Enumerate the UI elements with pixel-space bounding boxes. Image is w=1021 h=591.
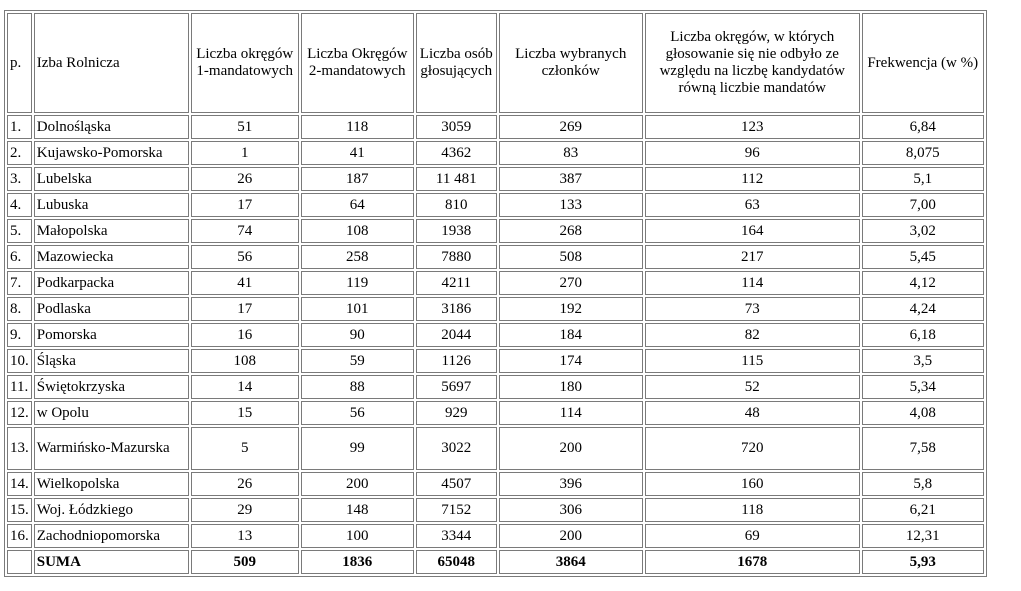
cell-frekwencja: 12,31	[862, 524, 984, 548]
cell-czlonkowie: 180	[499, 375, 643, 399]
cell-okregi-1: 26	[191, 167, 299, 191]
cell-okregi-2: 119	[301, 271, 414, 295]
table-row	[7, 167, 984, 191]
cell-nieodbyte: 720	[645, 427, 860, 470]
cell-okregi-1: 51	[191, 115, 299, 139]
cell-nieodbyte: 160	[645, 472, 860, 496]
cell-frekwencja: 6,18	[862, 323, 984, 347]
cell-frekwencja: 5,1	[862, 167, 984, 191]
header-okregi-1: Liczba okręgów 1-mandatowych	[191, 13, 299, 113]
cell-okregi-2: 118	[301, 115, 414, 139]
table-row	[7, 323, 984, 347]
cell-glosujacy: 1126	[416, 349, 497, 373]
cell-nieodbyte: 115	[645, 349, 860, 373]
cell-glosujacy: 810	[416, 193, 497, 217]
cell-czlonkowie: 174	[499, 349, 643, 373]
header-czlonkowie: Liczba wybranych członków	[499, 13, 643, 113]
cell-okregi-1: 16	[191, 323, 299, 347]
cell-nieodbyte: 114	[645, 271, 860, 295]
cell-lp: 11.	[7, 375, 32, 399]
cell-frekwencja: 3,5	[862, 349, 984, 373]
cell-okregi-1: 1	[191, 141, 299, 165]
cell-lp: 8.	[7, 297, 32, 321]
table-row	[7, 524, 984, 548]
cell-okregi-1: 108	[191, 349, 299, 373]
cell-glosujacy: 3059	[416, 115, 497, 139]
cell-izba: Świętokrzyska	[34, 375, 189, 399]
cell-izba: Podlaska	[34, 297, 189, 321]
cell-izba: Małopolska	[34, 219, 189, 243]
cell-izba: Pomorska	[34, 323, 189, 347]
cell-okregi-2: 56	[301, 401, 414, 425]
cell-okregi-2: 200	[301, 472, 414, 496]
cell-izba: Kujawsko-Pomorska	[34, 141, 189, 165]
cell-okregi-2: 187	[301, 167, 414, 191]
cell-glosujacy: 3186	[416, 297, 497, 321]
cell-glosujacy: 2044	[416, 323, 497, 347]
cell-lp	[7, 550, 32, 574]
cell-lp: 14.	[7, 472, 32, 496]
cell-frekwencja: 5,45	[862, 245, 984, 269]
cell-nieodbyte: 63	[645, 193, 860, 217]
cell-glosujacy: 929	[416, 401, 497, 425]
cell-okregi-1: 41	[191, 271, 299, 295]
cell-izba: Wielkopolska	[34, 472, 189, 496]
table-row	[7, 271, 984, 295]
cell-glosujacy: 5697	[416, 375, 497, 399]
cell-lp: 6.	[7, 245, 32, 269]
cell-okregi-2: 90	[301, 323, 414, 347]
cell-nieodbyte: 118	[645, 498, 860, 522]
table-row	[7, 401, 984, 425]
cell-okregi-2: 108	[301, 219, 414, 243]
cell-frekwencja: 7,00	[862, 193, 984, 217]
header-row	[7, 13, 984, 113]
cell-okregi-2: 148	[301, 498, 414, 522]
cell-lp: 12.	[7, 401, 32, 425]
cell-okregi-1: 29	[191, 498, 299, 522]
cell-czlonkowie: 396	[499, 472, 643, 496]
cell-okregi-2: 99	[301, 427, 414, 470]
cell-okregi-1: 13	[191, 524, 299, 548]
header-glosujacy: Liczba osób głosujących	[416, 13, 497, 113]
cell-lp: 2.	[7, 141, 32, 165]
cell-glosujacy: 7880	[416, 245, 497, 269]
cell-frekwencja: 5,34	[862, 375, 984, 399]
cell-lp: 3.	[7, 167, 32, 191]
cell-glosujacy: 7152	[416, 498, 497, 522]
cell-czlonkowie: 114	[499, 401, 643, 425]
cell-izba: Mazowiecka	[34, 245, 189, 269]
cell-okregi-1: 5	[191, 427, 299, 470]
cell-lp: 16.	[7, 524, 32, 548]
table-row	[7, 427, 984, 470]
cell-czlonkowie: 508	[499, 245, 643, 269]
cell-frekwencja: 8,075	[862, 141, 984, 165]
cell-czlonkowie: 184	[499, 323, 643, 347]
cell-glosujacy: 4211	[416, 271, 497, 295]
cell-okregi-1: 74	[191, 219, 299, 243]
cell-izba: Woj. Łódzkiego	[34, 498, 189, 522]
cell-nieodbyte: 96	[645, 141, 860, 165]
cell-frekwencja: 6,21	[862, 498, 984, 522]
cell-okregi-2: 41	[301, 141, 414, 165]
cell-czlonkowie: 83	[499, 141, 643, 165]
cell-czlonkowie: 3864	[499, 550, 643, 574]
cell-nieodbyte: 123	[645, 115, 860, 139]
cell-lp: 13.	[7, 427, 32, 470]
cell-okregi-2: 88	[301, 375, 414, 399]
cell-frekwencja: 3,02	[862, 219, 984, 243]
cell-glosujacy: 65048	[416, 550, 497, 574]
cell-okregi-2: 1836	[301, 550, 414, 574]
header-frekwencja: Frekwencja (w %)	[862, 13, 984, 113]
cell-nieodbyte: 69	[645, 524, 860, 548]
table-row	[7, 375, 984, 399]
cell-okregi-1: 15	[191, 401, 299, 425]
cell-okregi-1: 17	[191, 297, 299, 321]
cell-izba: Podkarpacka	[34, 271, 189, 295]
cell-glosujacy: 4362	[416, 141, 497, 165]
cell-lp: 9.	[7, 323, 32, 347]
cell-czlonkowie: 133	[499, 193, 643, 217]
cell-lp: 7.	[7, 271, 32, 295]
cell-frekwencja: 5,93	[862, 550, 984, 574]
header-lp: p.	[7, 13, 32, 113]
cell-lp: 10.	[7, 349, 32, 373]
cell-nieodbyte: 82	[645, 323, 860, 347]
cell-czlonkowie: 306	[499, 498, 643, 522]
cell-nieodbyte: 73	[645, 297, 860, 321]
table-row	[7, 219, 984, 243]
cell-frekwencja: 4,08	[862, 401, 984, 425]
cell-okregi-2: 101	[301, 297, 414, 321]
cell-okregi-1: 14	[191, 375, 299, 399]
cell-czlonkowie: 200	[499, 524, 643, 548]
cell-czlonkowie: 387	[499, 167, 643, 191]
table-row	[7, 245, 984, 269]
table-row	[7, 349, 984, 373]
cell-okregi-2: 64	[301, 193, 414, 217]
cell-nieodbyte: 112	[645, 167, 860, 191]
cell-izba: w Opolu	[34, 401, 189, 425]
table-row	[7, 141, 984, 165]
cell-lp: 15.	[7, 498, 32, 522]
cell-frekwencja: 4,12	[862, 271, 984, 295]
cell-lp: 5.	[7, 219, 32, 243]
cell-okregi-1: 17	[191, 193, 299, 217]
cell-izba: Dolnośląska	[34, 115, 189, 139]
cell-okregi-1: 509	[191, 550, 299, 574]
table-row	[7, 297, 984, 321]
cell-izba: Lubelska	[34, 167, 189, 191]
cell-okregi-2: 100	[301, 524, 414, 548]
cell-frekwencja: 4,24	[862, 297, 984, 321]
cell-czlonkowie: 270	[499, 271, 643, 295]
cell-lp: 4.	[7, 193, 32, 217]
table-row	[7, 498, 984, 522]
cell-izba: SUMA	[34, 550, 189, 574]
cell-frekwencja: 5,8	[862, 472, 984, 496]
cell-czlonkowie: 200	[499, 427, 643, 470]
cell-okregi-2: 59	[301, 349, 414, 373]
election-results-table	[4, 10, 987, 577]
cell-nieodbyte: 217	[645, 245, 860, 269]
cell-izba: Śląska	[34, 349, 189, 373]
cell-okregi-1: 56	[191, 245, 299, 269]
cell-izba: Zachodniopomorska	[34, 524, 189, 548]
cell-glosujacy: 1938	[416, 219, 497, 243]
cell-lp: 1.	[7, 115, 32, 139]
cell-glosujacy: 3022	[416, 427, 497, 470]
cell-izba: Warmińsko-Mazurska	[34, 427, 189, 470]
cell-nieodbyte: 48	[645, 401, 860, 425]
cell-okregi-2: 258	[301, 245, 414, 269]
cell-glosujacy: 3344	[416, 524, 497, 548]
cell-czlonkowie: 192	[499, 297, 643, 321]
cell-czlonkowie: 269	[499, 115, 643, 139]
table-row	[7, 193, 984, 217]
header-okregi-2: Liczba Okręgów 2-mandatowych	[301, 13, 414, 113]
cell-glosujacy: 11 481	[416, 167, 497, 191]
table-row	[7, 115, 984, 139]
cell-frekwencja: 7,58	[862, 427, 984, 470]
cell-nieodbyte: 1678	[645, 550, 860, 574]
cell-okregi-1: 26	[191, 472, 299, 496]
cell-glosujacy: 4507	[416, 472, 497, 496]
cell-czlonkowie: 268	[499, 219, 643, 243]
cell-nieodbyte: 52	[645, 375, 860, 399]
cell-nieodbyte: 164	[645, 219, 860, 243]
header-izba: Izba Rolnicza	[34, 13, 189, 113]
total-row	[7, 550, 984, 574]
table-row	[7, 472, 984, 496]
cell-izba: Lubuska	[34, 193, 189, 217]
header-nieodbyte: Liczba okręgów, w których głosowanie się nie odbyło ze względu na liczbę kandydatów równą liczbie mandatów	[645, 13, 860, 113]
cell-frekwencja: 6,84	[862, 115, 984, 139]
